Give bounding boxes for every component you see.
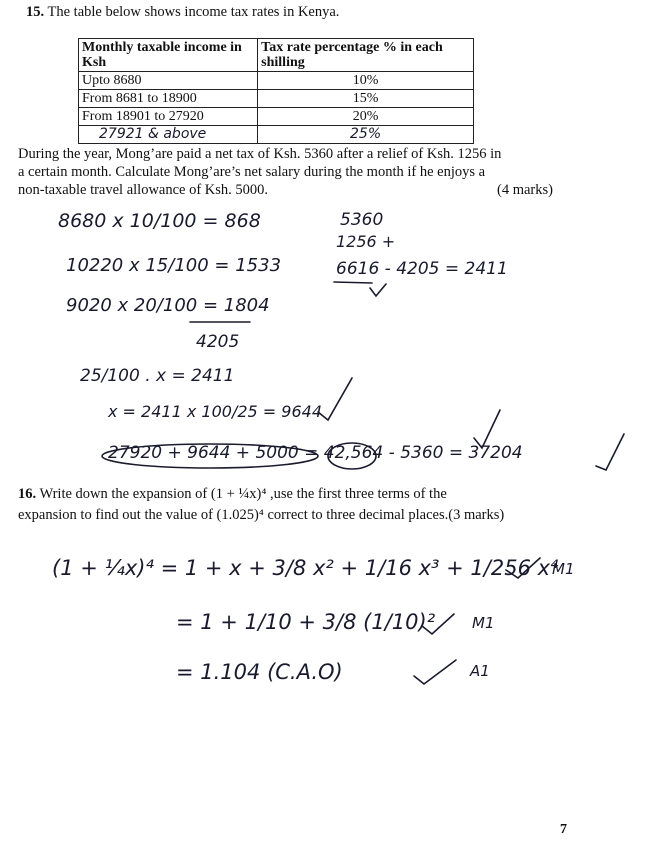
- question-number: 16.: [18, 486, 37, 502]
- working-line: 27920 + 9644 + 5000 = 42,564 - 5360 = 37204: [108, 443, 523, 463]
- working-line: 25/100 . x = 2411: [80, 366, 235, 386]
- working-line: 5360: [340, 210, 384, 230]
- table-cell: 10%: [258, 72, 474, 90]
- question-line: non-taxable travel allowance of Ksh. 5000.: [18, 182, 269, 198]
- table-cell: From 8681 to 18900: [79, 90, 258, 108]
- question-text: Write down the expansion of: [39, 486, 211, 502]
- handwritten-cell: 27921 & above: [79, 126, 258, 144]
- tick-icon: [318, 378, 352, 420]
- expression: (1 + ¼x)⁴: [210, 486, 267, 502]
- page-number: 7: [560, 822, 567, 837]
- marks-label: (4 marks): [497, 182, 553, 198]
- tick-icon: [370, 284, 386, 296]
- working-line: 6616 - 4205 = 2411: [336, 259, 508, 279]
- table-cell: Upto 8680: [79, 72, 258, 90]
- table-header: Monthly taxable income in Ksh: [79, 39, 258, 72]
- working-line: (1 + ¼x)⁴ = 1 + x + 3/8 x² + 1/16 x³ + 1/256 x⁴: [52, 556, 559, 580]
- mark-label: M1: [552, 560, 575, 578]
- table-cell: 20%: [258, 108, 474, 126]
- working-line: = 1 + 1/10 + 3/8 (1/10)²: [176, 610, 436, 634]
- question-text: The table below shows income tax rates in Kenya.: [47, 4, 340, 20]
- answer-oval: [102, 444, 318, 468]
- working-total: 4205: [196, 332, 240, 352]
- working-line: x = 2411 x 100/25 = 9644: [108, 402, 322, 421]
- mark-label: M1: [472, 614, 495, 632]
- underline-mark: [334, 282, 372, 283]
- question-line: a certain month. Calculate Mong’are’s net salary during the month if he enjoys a: [18, 164, 486, 180]
- tick-icon: [414, 660, 456, 684]
- working-line: = 1.104 (C.A.O): [176, 660, 343, 684]
- handwritten-cell: 25%: [258, 126, 474, 144]
- table-cell: From 18901 to 27920: [79, 108, 258, 126]
- question-line: During the year, Mong’are paid a net tax of Ksh. 5360 after a relief of Ksh. 1256 in: [18, 146, 502, 162]
- working-line: 8680 x 10/100 = 868: [58, 210, 261, 232]
- tick-icon: [422, 614, 454, 634]
- mark-label: A1: [470, 662, 490, 680]
- question-line: expansion to find out the value of (1.025)⁴ correct to three decimal places.(3 marks): [18, 507, 505, 523]
- table-header: Tax rate percentage % in each shilling: [258, 39, 474, 72]
- tick-icon: [596, 434, 624, 470]
- question-text: ,use the first three terms of the: [266, 486, 447, 502]
- answer-oval: [328, 443, 376, 469]
- working-line: 10220 x 15/100 = 1533: [66, 255, 282, 276]
- table-cell: 15%: [258, 90, 474, 108]
- tick-icon: [474, 410, 500, 448]
- working-line: 1256 +: [336, 232, 396, 251]
- question-number: 15.: [26, 4, 45, 20]
- working-line: 9020 x 20/100 = 1804: [66, 295, 270, 316]
- tick-icon: [506, 558, 540, 578]
